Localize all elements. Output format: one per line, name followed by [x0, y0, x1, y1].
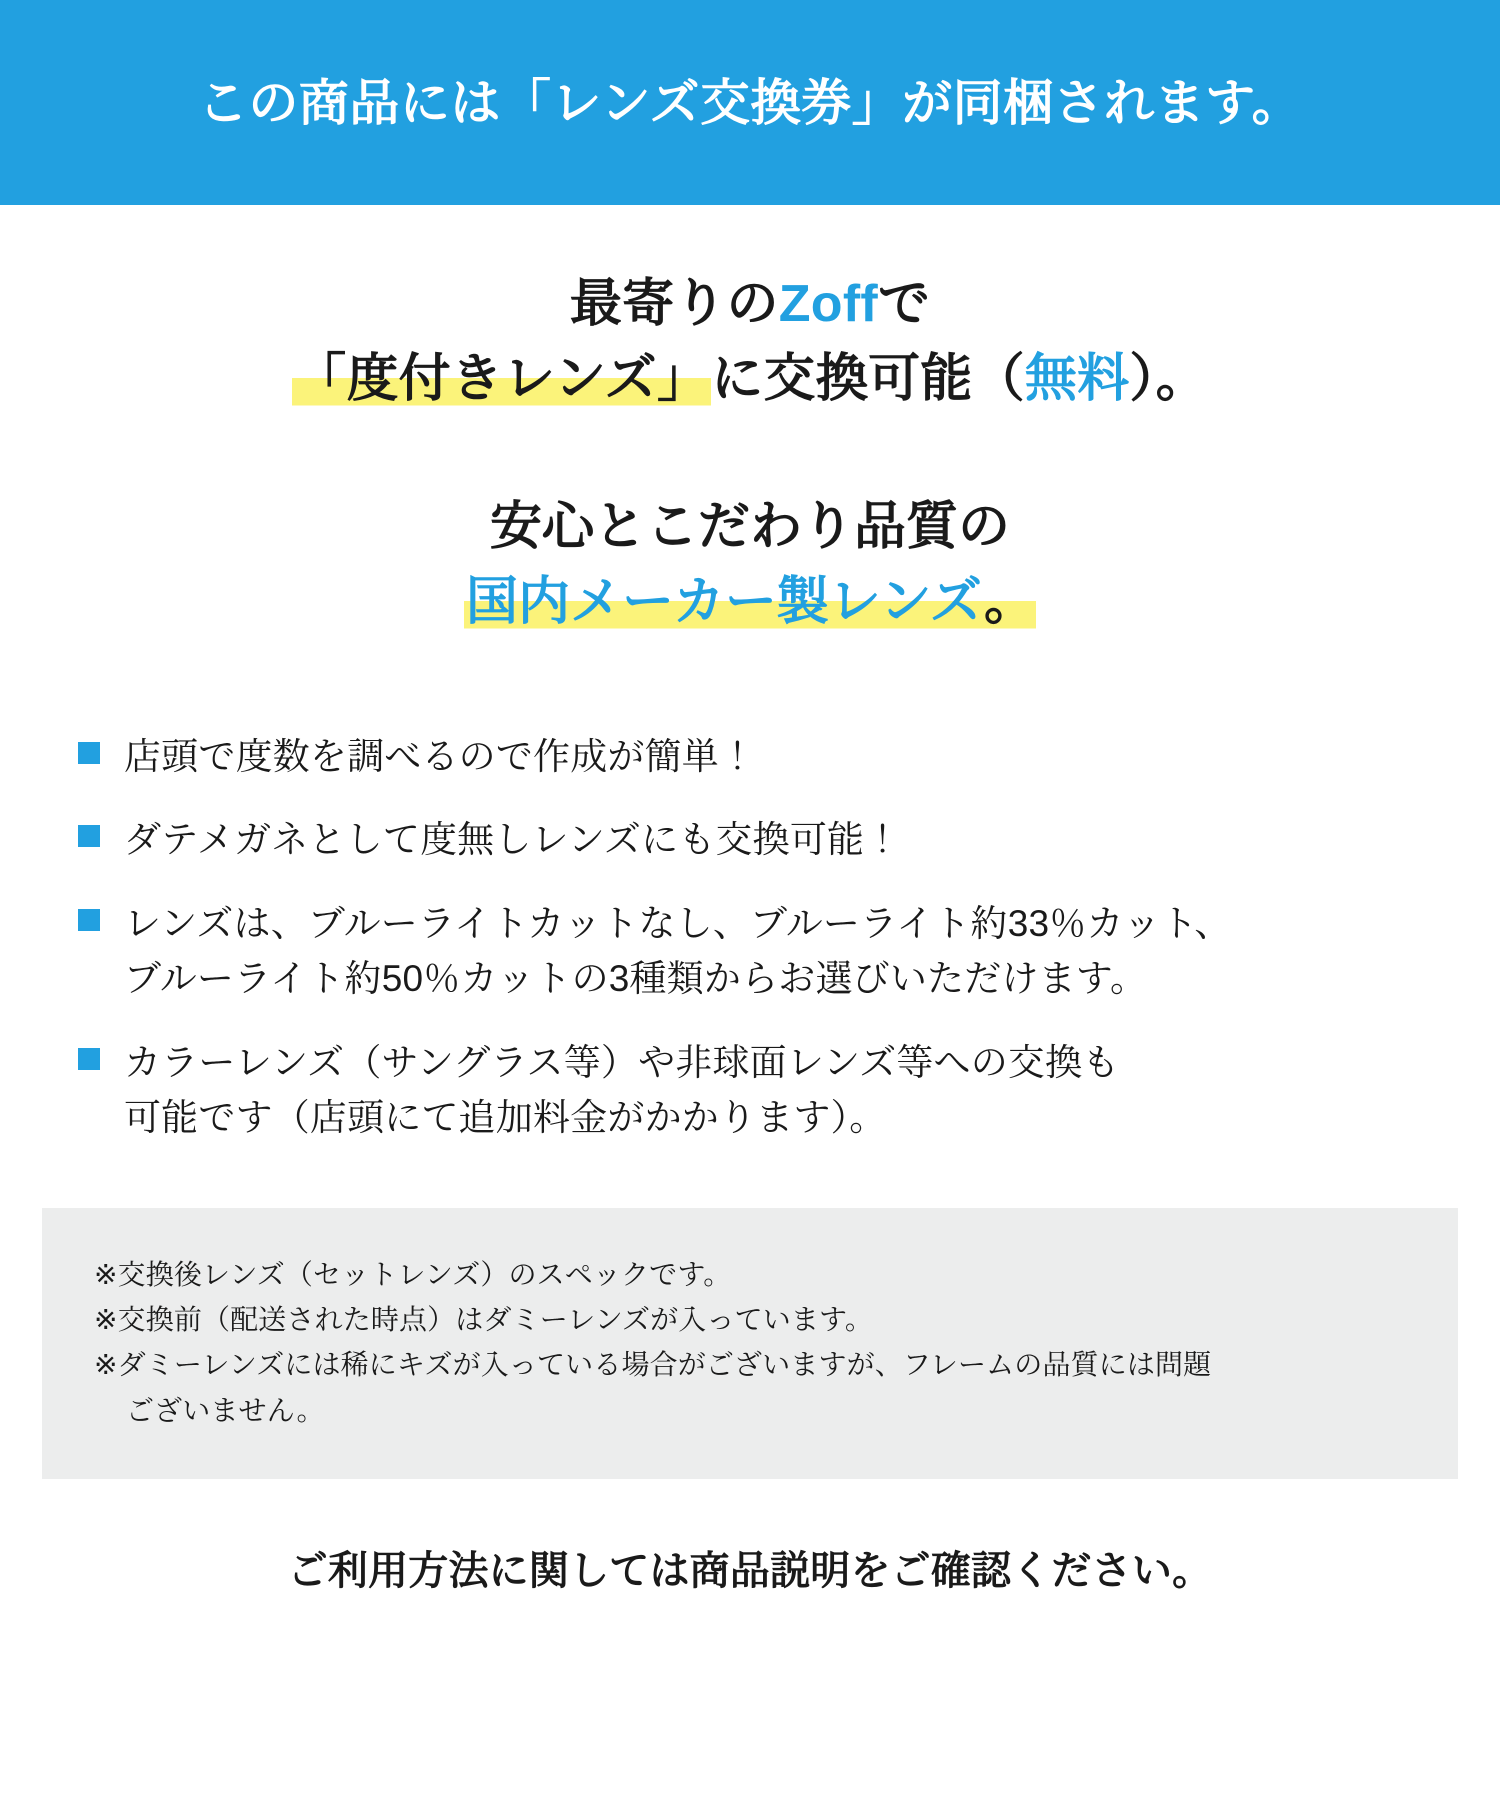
list-item [78, 729, 1420, 785]
list-item-text [124, 812, 901, 868]
list-item-line: カラーレンズ（サングラス等）や非球面レンズ等への交換も [124, 1041, 1120, 1083]
list-item-line: 可能です（店頭にて追加料金がかかります）。 [124, 1097, 887, 1139]
headline-text-free: 無料 [1024, 350, 1130, 409]
square-bullet-icon [78, 1048, 100, 1070]
list-item-line: ダテメガネとして度無しレンズにも交換可能！ [124, 819, 902, 861]
headline-secondary-line-1: 安心とこだわり品質の [489, 497, 1010, 556]
highlight-domestic-lens: 国内メーカー製レンズ [465, 573, 983, 632]
list-item [78, 812, 1420, 868]
list-item-text [124, 1035, 1119, 1146]
headline-secondary [0, 490, 1500, 641]
headline-secondary-period: 。 [984, 573, 1037, 632]
disclaimer-line: ※交換前（配送された時点）はダミーレンズが入っています。 [94, 1303, 874, 1335]
list-item [78, 896, 1420, 1007]
list-item-line: 店頭で度数を調べるので作成が簡単！ [124, 735, 757, 777]
footer-instruction: ご利用方法に関しては商品説明をご確認ください。 [287, 1549, 1213, 1593]
disclaimer-line-continued: ございません。 [126, 1394, 325, 1426]
square-bullet-icon [78, 825, 100, 847]
headline-text-exchangeable: に交換可能（ [711, 350, 1025, 409]
list-item-line: ブルーライト約50％カットの3種類からお選びいただけます。 [124, 958, 1148, 1000]
headline-primary [0, 267, 1500, 418]
disclaimer-line-main: ※ダミーレンズには稀にキズが入っている場合がございますが、フレームの品質には問題 [94, 1349, 1212, 1381]
headline-primary-line-1 [0, 267, 1500, 342]
headline-text-at: で [877, 275, 931, 333]
disclaimer-box [42, 1208, 1458, 1479]
square-bullet-icon [78, 742, 100, 764]
headline-text-close: ）。 [1129, 350, 1208, 409]
headline-text-nearest: 最寄りの [569, 275, 779, 333]
lens-coupon-banner [0, 0, 1500, 205]
headline-primary-line-2 [0, 342, 1500, 417]
feature-list [0, 729, 1500, 1146]
brand-name-zoff: Zoff [778, 275, 878, 333]
headline-secondary-line-2 [0, 565, 1500, 640]
banner-text: この商品には「レンズ交換券」が同梱されます。 [197, 74, 1303, 131]
highlight-prescription-lens: 「度付きレンズ」 [294, 350, 710, 409]
list-item-line: レンズは、ブルーライトカットなし、ブルーライト約33％カット、 [124, 902, 1232, 944]
list-item-text [124, 896, 1232, 1007]
list-item-text [124, 729, 756, 785]
list-item [78, 1035, 1420, 1146]
square-bullet-icon [78, 909, 100, 931]
disclaimer-line [94, 1342, 1406, 1433]
disclaimer-line: ※交換後レンズ（セットレンズ）のスペックです。 [94, 1258, 732, 1290]
